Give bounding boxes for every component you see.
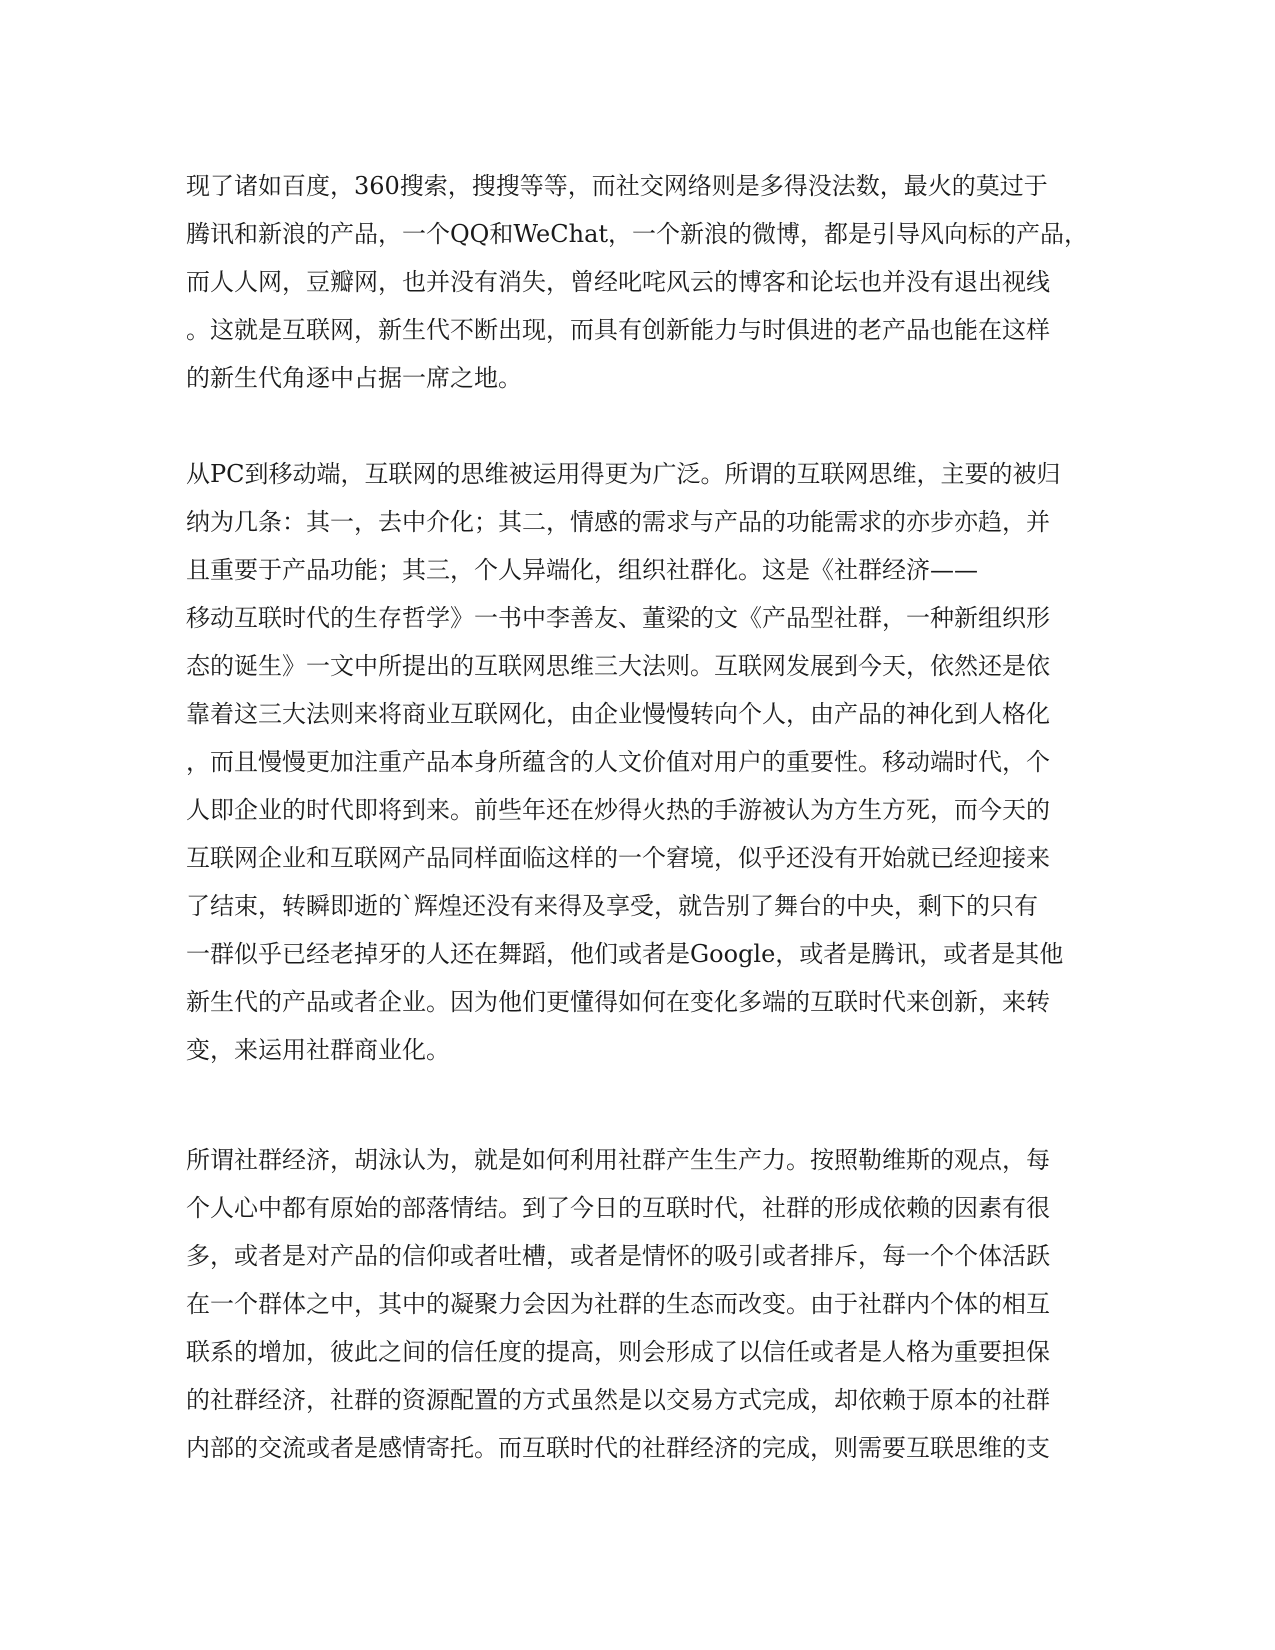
text-line: 所谓社群经济，胡泳认为，就是如何利用社群产生生产力。按照勒维斯的观点，每 [186,1146,1050,1174]
text-line: 一群似乎已经老掉牙的人还在舞蹈，他们或者是Google，或者是腾讯，或者是其他 [186,940,1064,968]
text-line: 现了诸如百度，360搜索，搜搜等等，而社交网络则是多得没法数，最火的莫过于 [186,172,1048,200]
text-line: 而人人网，豆瓣网，也并没有消失，曾经叱咤风云的博客和论坛也并没有退出视线 [186,268,1050,296]
text-line: 腾讯和新浪的产品，一个QQ和WeChat，一个新浪的微博，都是引导风向标的产品， [186,220,1089,248]
text-line: 在一个群体之中，其中的凝聚力会因为社群的生态而改变。由于社群内个体的相互 [186,1290,1050,1318]
text-line: 纳为几条：其一，去中介化；其二，情感的需求与产品的功能需求的亦步亦趋，并 [186,508,1050,536]
text-line: 。这就是互联网，新生代不断出现，而具有创新能力与时俱进的老产品也能在这样 [186,316,1050,344]
text-line: 态的诞生》一文中所提出的互联网思维三大法则。互联网发展到今天，依然还是依 [186,652,1050,680]
text-line: 从PC到移动端，互联网的思维被运用得更为广泛。所谓的互联网思维，主要的被归 [186,460,1061,488]
text-line: 且重要于产品功能；其三，个人异端化，组织社群化。这是《社群经济—— [186,556,978,584]
text-line: 的新生代角逐中占据一席之地。 [186,364,522,392]
text-line: 新生代的产品或者企业。因为他们更懂得如何在变化多端的互联时代来创新，来转 [186,988,1050,1016]
text-line: 移动互联时代的生存哲学》一书中李善友、董梁的文《产品型社群，一种新组织形 [186,604,1050,632]
text-line: 靠着这三大法则来将商业互联网化，由企业慢慢转向个人，由产品的神化到人格化 [186,700,1050,728]
text-line: 人即企业的时代即将到来。前些年还在炒得火热的手游被认为方生方死，而今天的 [186,796,1050,824]
text-line: ，而且慢慢更加注重产品本身所蕴含的人文价值对用户的重要性。移动端时代，个 [186,748,1050,776]
paragraph-1 [186,162,1091,402]
text-line: 了结束，转瞬即逝的`辉煌还没有来得及享受，就告别了舞台的中央，剩下的只有 [186,892,1038,920]
text-line: 的社群经济，社群的资源配置的方式虽然是以交易方式完成，却依赖于原本的社群 [186,1386,1050,1414]
text-line: 多，或者是对产品的信仰或者吐槽，或者是情怀的吸引或者排斥，每一个个体活跃 [186,1242,1050,1270]
paragraph-2 [186,450,1091,1074]
paragraph-3 [186,1136,1091,1472]
text-line: 内部的交流或者是感情寄托。而互联时代的社群经济的完成，则需要互联思维的支 [186,1434,1050,1462]
text-line: 联系的增加，彼此之间的信任度的提高，则会形成了以信任或者是人格为重要担保 [186,1338,1050,1366]
text-line: 互联网企业和互联网产品同样面临这样的一个窘境，似乎还没有开始就已经迎接来 [186,844,1050,872]
text-line: 个人心中都有原始的部落情结。到了今日的互联时代，社群的形成依赖的因素有很 [186,1194,1050,1222]
text-line: 变，来运用社群商业化。 [186,1036,450,1064]
